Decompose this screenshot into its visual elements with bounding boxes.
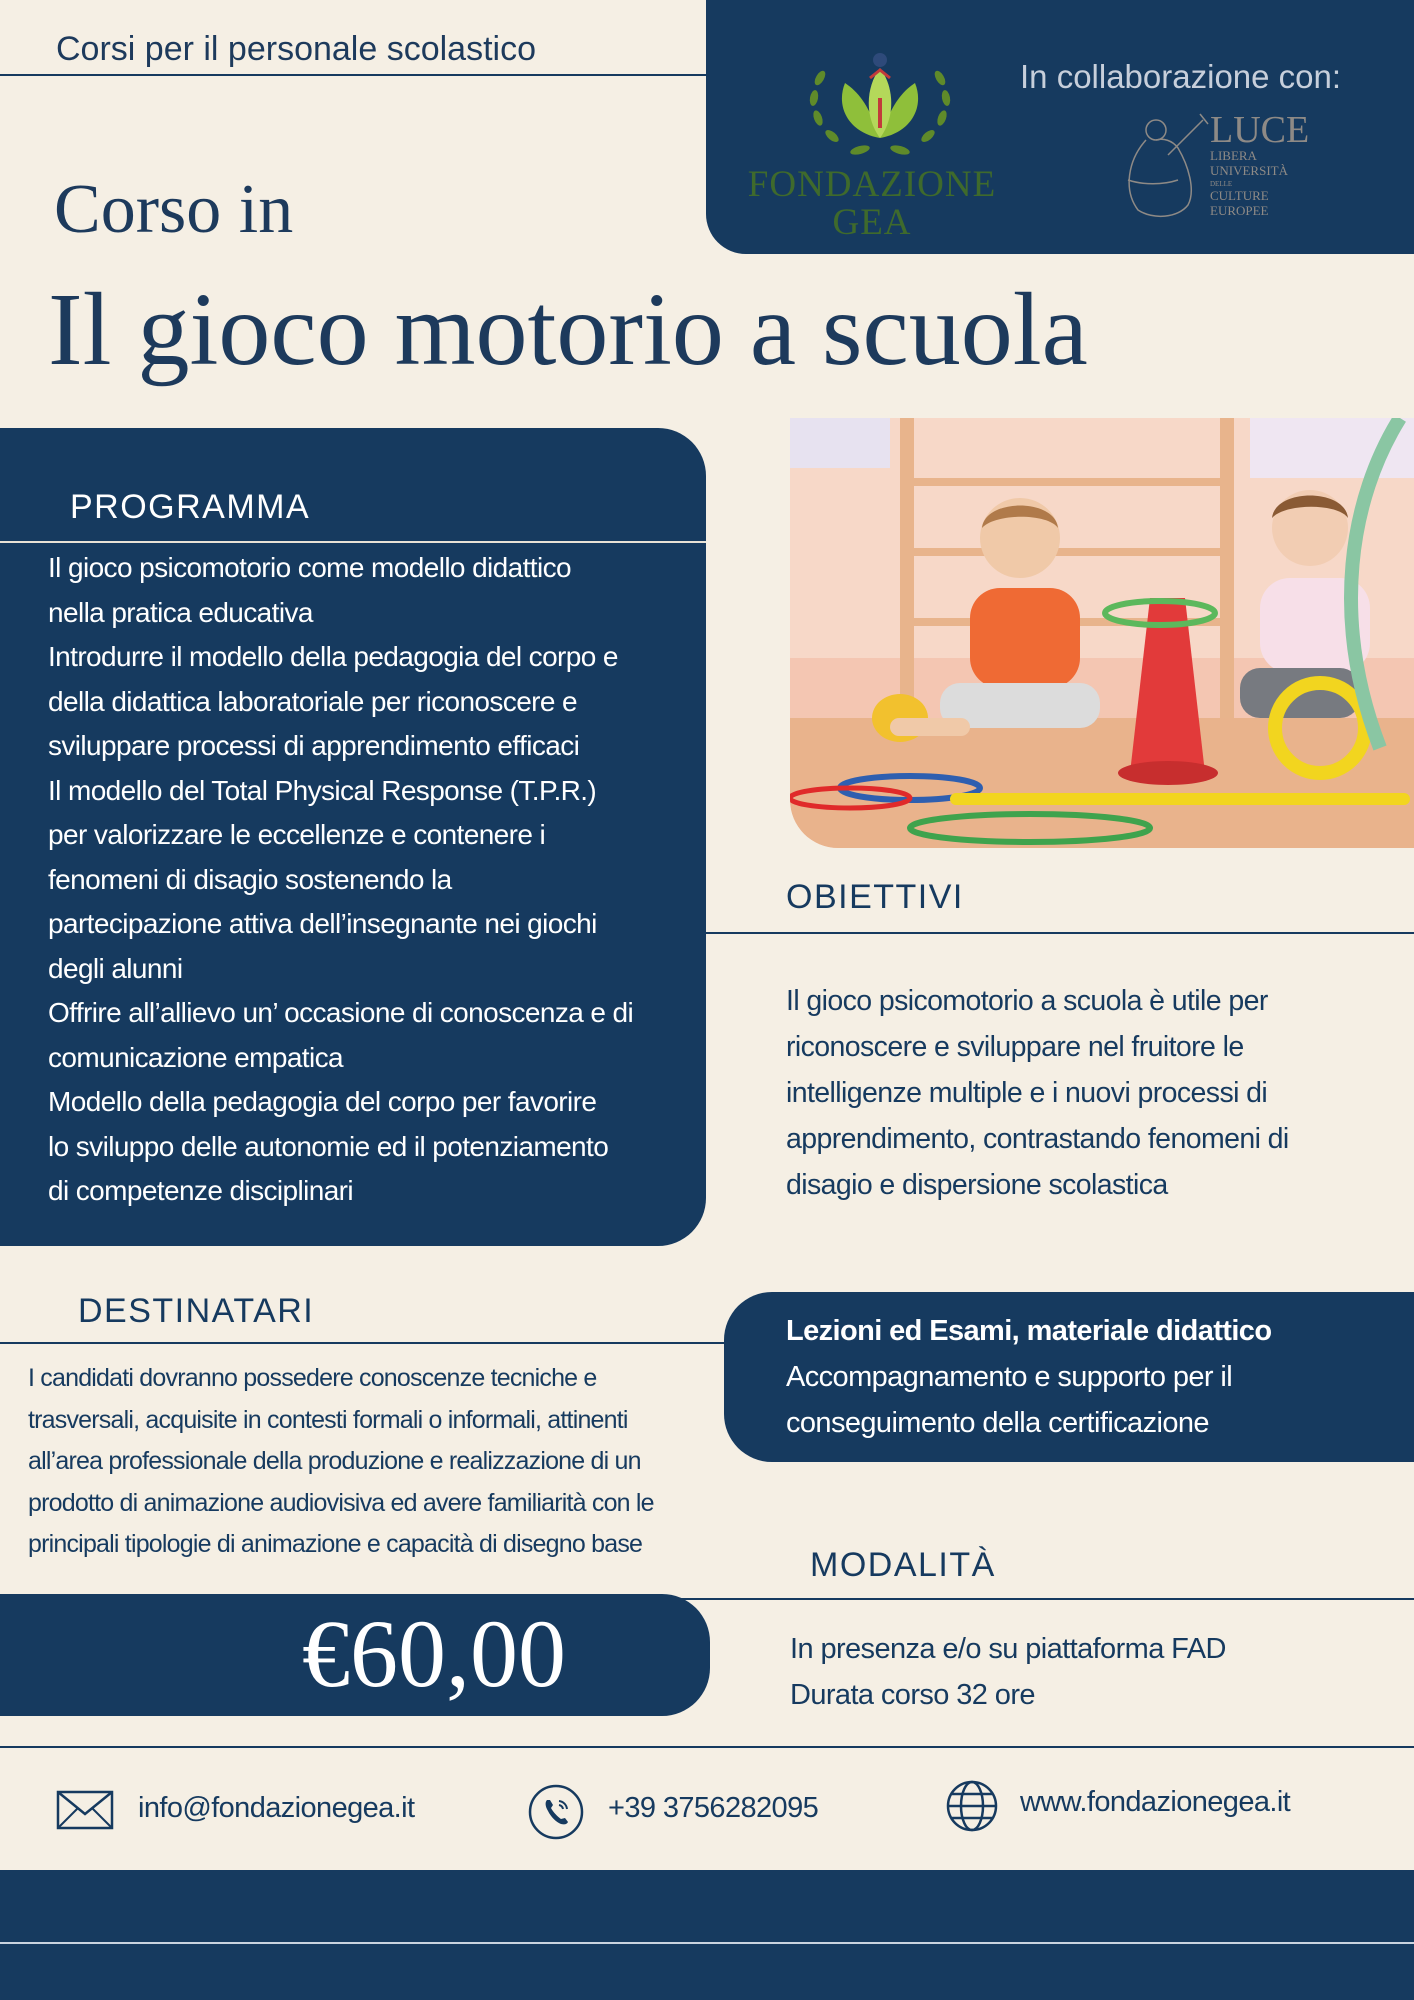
footer-band: [0, 1870, 1414, 2000]
obiettivi-line: apprendimento, contrastando fenomeni di: [786, 1123, 1289, 1155]
obiettivi-line: intelligenze multiple e i nuovi processi di: [786, 1077, 1268, 1109]
modalita-divider: [680, 1598, 1414, 1600]
obiettivi-text: [786, 978, 1346, 1208]
programma-line: fenomeni di disagio sostenendo la: [48, 863, 452, 895]
destinatari-line: prodotto di animazione audiovisiva ed avere familiarità con le: [28, 1488, 654, 1517]
email-link[interactable]: info@fondazionegea.it: [138, 1792, 415, 1824]
programma-heading: PROGRAMMA: [70, 488, 311, 526]
programma-line: della didattica laboratoriale per riconoscere e: [48, 685, 578, 717]
destinatari-line: all’area professionale della produzione e realizzazione di un: [28, 1447, 641, 1475]
destinatari-heading: DESTINATARI: [78, 1292, 315, 1330]
destinatari-line: I candidati dovranno possedere conoscenze tecniche e: [28, 1364, 597, 1392]
gea-name-line1: FONDAZIONE: [747, 164, 997, 205]
kicker-divider: [0, 74, 706, 76]
footer-divider: [0, 1942, 1414, 1944]
collaboration-label: In collaborazione con:: [1020, 58, 1342, 95]
programma-line: sviluppare processi di apprendimento efficaci: [48, 730, 580, 761]
children-playing-photo: [790, 418, 1414, 848]
fondazione-gea-logo: [790, 38, 970, 168]
destinatari-line: trasversali, acquisite in contesti formali o informali, attinenti: [28, 1405, 628, 1434]
lezioni-bold-line: Lezioni ed Esami, materiale didattico: [786, 1315, 1272, 1347]
luce-logo-line: UNIVERSITÀ: [1210, 163, 1288, 178]
modalita-line: Durata corso 32 ore: [790, 1679, 1035, 1711]
programma-line: per valorizzare le eccellenze e contenere i: [48, 819, 546, 850]
programma-line: Modello della pedagogia del corpo per favorire: [48, 1086, 597, 1117]
luce-university-logo: [1108, 100, 1318, 230]
obiettivi-divider: [706, 932, 1414, 934]
programma-list: [48, 546, 678, 1214]
course-pretitle: Corso in: [54, 171, 294, 248]
luce-logo-line: EUROPEE: [1210, 203, 1269, 218]
programma-line: degli alunni: [48, 952, 183, 984]
luce-logo-line: CULTURE: [1210, 188, 1269, 203]
destinatari-line: principali tipologie di animazione e capacità di disegno base: [28, 1530, 643, 1558]
website-link[interactable]: www.fondazionegea.it: [1020, 1786, 1291, 1818]
envelope-icon: [56, 1790, 114, 1830]
phone-icon: [528, 1784, 584, 1840]
destinatari-text: [28, 1358, 728, 1566]
modalita-text: [790, 1626, 1350, 1718]
luce-logo-word: LUCE: [1210, 109, 1310, 151]
lezioni-line: Accompagnamento e supporto per il: [786, 1361, 1233, 1393]
lezioni-line: conseguimento della certificazione: [786, 1407, 1209, 1439]
programma-line: Il modello del Total Physical Response (T.P.R.): [48, 774, 597, 806]
programma-line: comunicazione empatica: [48, 1041, 343, 1073]
globe-icon: [946, 1780, 998, 1832]
obiettivi-heading: OBIETTIVI: [786, 878, 964, 916]
kicker-text: Corsi per il personale scolastico: [56, 30, 536, 68]
contacts-divider: [0, 1746, 1414, 1748]
gea-name-line2: GEA: [832, 202, 912, 243]
programma-line: nella pratica educativa: [48, 596, 313, 628]
programma-line: Il gioco psicomotorio come modello didattico: [48, 552, 571, 583]
programma-line: di competenze disciplinari: [48, 1175, 354, 1206]
programma-divider: [0, 541, 706, 543]
destinatari-divider: [0, 1342, 724, 1344]
modalita-heading: MODALITÀ: [810, 1546, 996, 1584]
modalita-line: In presenza e/o su piattaforma FAD: [790, 1633, 1226, 1665]
obiettivi-line: riconoscere e sviluppare nel fruitore le: [786, 1031, 1244, 1063]
programma-line: partecipazione attiva dell’insegnante nei giochi: [48, 908, 597, 939]
obiettivi-line: disagio e dispersione scolastica: [786, 1169, 1168, 1201]
lezioni-text: [786, 1308, 1386, 1446]
course-price: €60,00: [302, 1600, 566, 1707]
luce-logo-line: LIBERA: [1210, 148, 1257, 163]
phone-link[interactable]: +39 3756282095: [608, 1792, 819, 1824]
programma-line: Introdurre il modello della pedagogia del corpo e: [48, 641, 618, 672]
fondazione-gea-name: [738, 166, 1006, 242]
luce-logo-line: DELLE: [1210, 180, 1233, 188]
course-title: Il gioco motorio a scuola: [48, 272, 1088, 387]
programma-line: Offrire all’allievo un’ occasione di conoscenza e di: [48, 997, 634, 1028]
obiettivi-line: Il gioco psicomotorio a scuola è utile per: [786, 985, 1268, 1017]
programma-line: lo sviluppo delle autonomie ed il potenziamento: [48, 1130, 609, 1162]
